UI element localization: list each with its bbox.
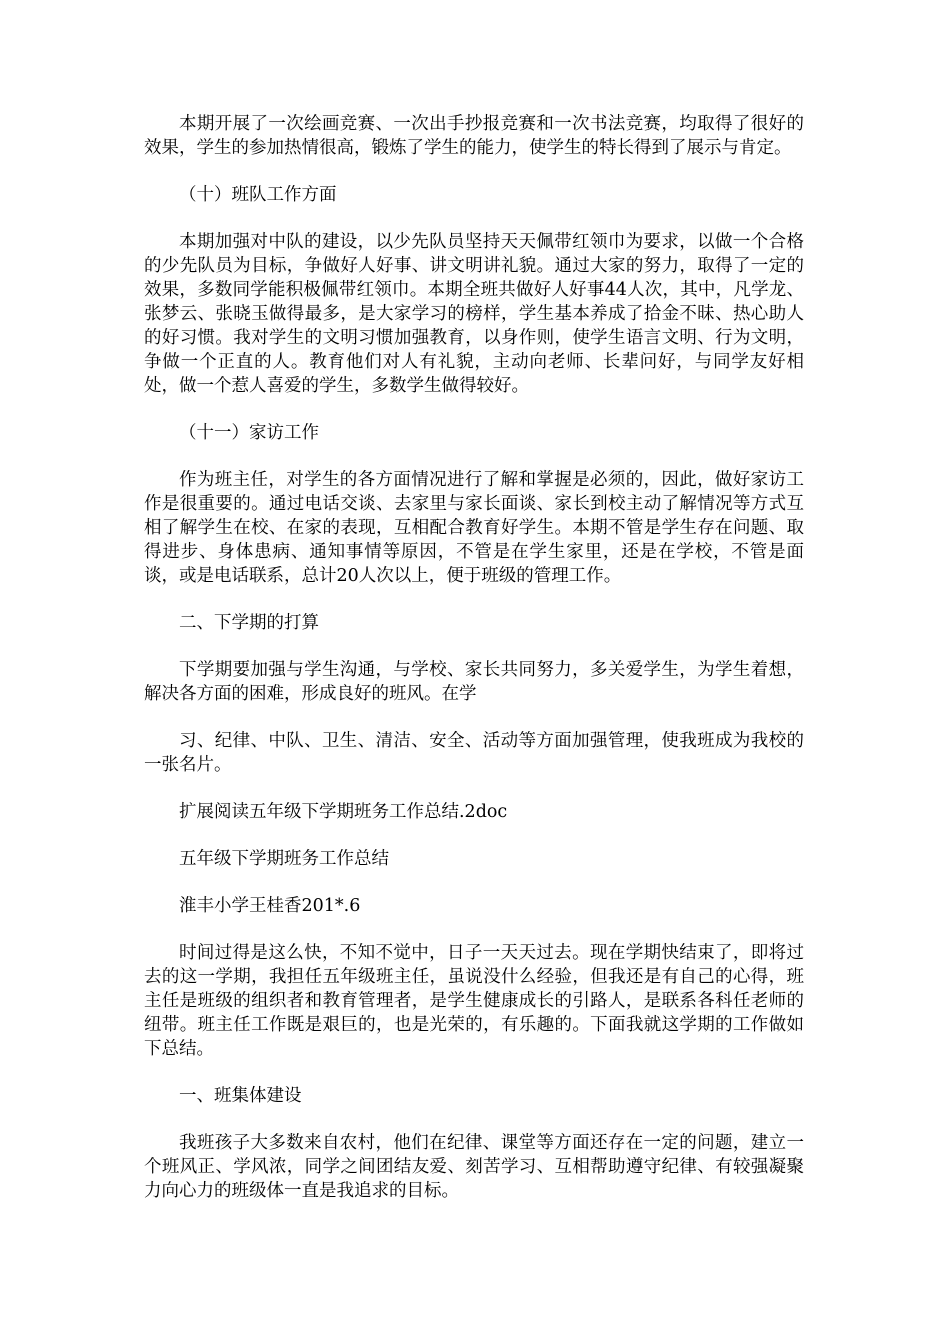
paragraph-next-term-2: 习、纪律、中队、卫生、清洁、安全、活动等方面加强管理，使我班成为我校的一张名片。 <box>144 731 804 775</box>
document-page <box>144 112 804 1226</box>
paragraph-intro: 时间过得是这么快，不知不觉中，日子一天天过去。现在学期快结束了，即将过去的这一学期，我担任五年级班主任，虽说没什么经验，但我还是有自己的心得，班主任是班级的组织者和教育管理者，是学生健康成长的引路人，是联系各科任老师的纽带。班主任工作既是艰巨的，也是光荣的，有乐趣的。下面我就这学期的工作做如下总结。 <box>144 943 804 1059</box>
document-title: 五年级下学期班务工作总结 <box>179 849 389 869</box>
section-heading-next-term: 二、下学期的打算 <box>179 613 319 633</box>
section-heading-team-work: （十）班队工作方面 <box>179 185 337 205</box>
paragraph-class-building: 我班孩子大多数来自农村，他们在纪律、课堂等方面还存在一定的问题，建立一个班风正、学风浓，同学之间团结友爱、刻苦学习、互相帮助遵守纪律、有较强凝聚力向心力的班级体一直是我追求的目标。 <box>144 1133 804 1201</box>
paragraph-next-term-1: 下学期要加强与学生沟通，与学校、家长共同努力，多关爱学生，为学生着想，解决各方面的困难，形成良好的班风。在学 <box>144 660 804 704</box>
section-heading-class-building: 一、班集体建设 <box>179 1086 302 1106</box>
paragraph-home-visits: 作为班主任，对学生的各方面情况进行了解和掌握是必须的，因此，做好家访工作是很重要的。通过电话交谈、去家里与家长面谈、家长到校主动了解情况等方式互相了解学生在校、在家的表现，互相配合教育好学生。本期不管是学生存在问题、取得进步、身体患病、通知事情等原因，不管是在学生家里，还是在学校，不管是面谈，或是电话联系，总计20人次以上，便于班级的管理工作。 <box>144 470 804 586</box>
section-heading-home-visits: （十一）家访工作 <box>179 423 319 443</box>
document-author-date: 淮丰小学王桂香201*.6 <box>179 896 361 916</box>
paragraph-extended-reading: 扩展阅读五年级下学期班务工作总结.2doc <box>179 802 508 822</box>
paragraph-competitions: 本期开展了一次绘画竞赛、一次出手抄报竞赛和一次书法竞赛，均取得了很好的效果，学生的参加热情很高，锻炼了学生的能力，使学生的特长得到了展示与肯定。 <box>144 114 804 158</box>
paragraph-team-work: 本期加强对中队的建设，以少先队员坚持天天佩带红领巾为要求，以做一个合格的少先队员为目标，争做好人好事、讲文明讲礼貌。通过大家的努力，取得了一定的效果，多数同学能积极佩带红领巾。本期全班共做好人好事44人次，其中，凡学龙、张梦云、张晓玉做得最多，是大家学习的榜样，学生基本养成了拾金不昧、热心助人的好习惯。我对学生的文明习惯加强教育，以身作则，使学生语言文明、行为文明，争做一个正直的人。教育他们对人有礼貌，主动向老师、长辈问好，与同学友好相处，做一个惹人喜爱的学生，多数学生做得较好。 <box>144 232 804 396</box>
